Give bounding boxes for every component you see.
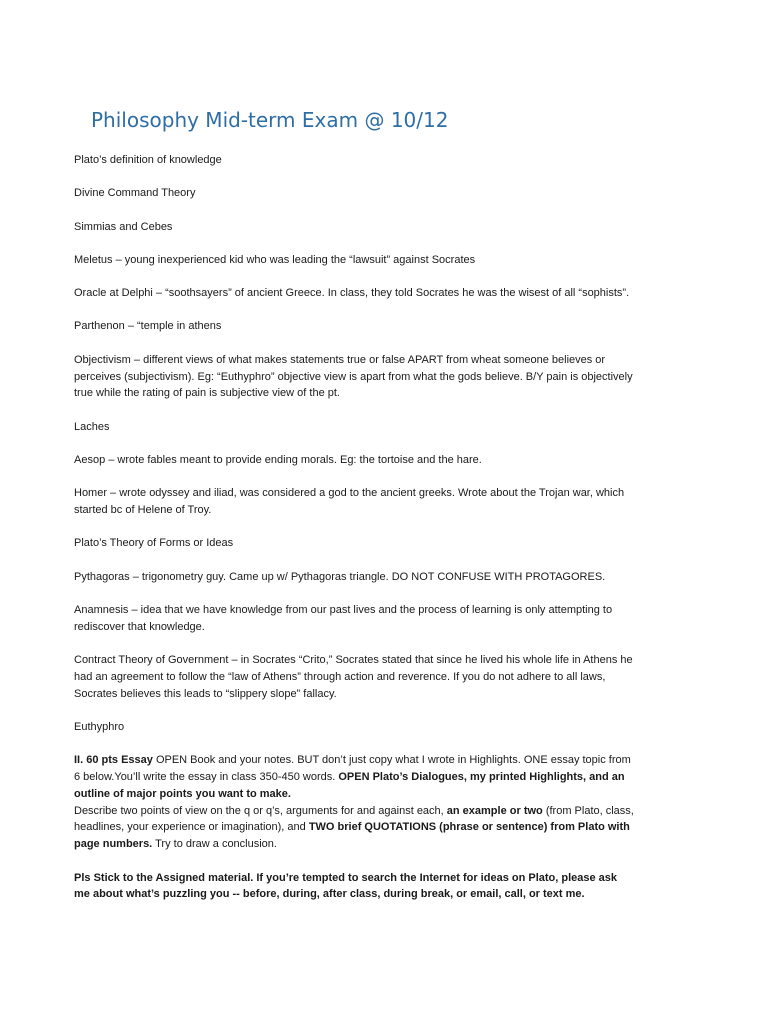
term-item: Euthyphro: [74, 720, 125, 733]
essay-description: [74, 803, 634, 853]
notice-text: Pls Stick to the Assigned material. If you’re tempted to search the Internet for ideas on Plato, please ask me about what’s puzzling you -- before, during, after class, during break, or email, call, or text me.: [74, 871, 618, 901]
essay-text-3: (from Plato, class, headlines, your experience or imagination), and: [74, 804, 634, 834]
term-item: Plato’s definition of knowledge: [74, 154, 222, 166]
term-item: Simmias and Cebes: [74, 220, 173, 233]
term-item: Contract Theory of Government – in Socrates “Crito,” Socrates stated that since he lived his whole life in Athens he had an agreement to follow the “law of Athens” through action and reverence. If you do not adhere to all laws, Socrates believes this leads to “slippery slope” fallacy.: [74, 654, 633, 700]
essay-instructions: [74, 752, 634, 802]
term-item: Meletus – young inexperienced kid who was leading the “lawsuit” against Socrates: [74, 253, 476, 266]
term-item: Parthenon – “temple in athens: [74, 320, 222, 333]
document-body: [74, 152, 634, 920]
term-item: Plato’s Theory of Forms or Ideas: [74, 537, 234, 550]
essay-bold-3: TWO brief QUOTATIONS (phrase or sentence) from Plato with page numbers.: [74, 821, 630, 851]
essay-bold-1: OPEN Plato’s Dialogues, my printed Highlights, and an outline of major points you want to make.: [74, 771, 625, 800]
essay-text-1: OPEN Book and your notes. BUT don’t just copy what I wrote in Highlights. ONE essay topic from 6 below.You’ll write the essay in class 350-450 words.: [74, 754, 631, 784]
document-title: Philosophy Mid-term Exam @ 10/12: [91, 108, 449, 132]
term-item: Homer – wrote odyssey and iliad, was considered a god to the ancient greeks. Wrote about the Trojan war, which started bc of Helene of Troy.: [74, 487, 625, 517]
term-item: Pythagoras – trigonometry guy. Came up w/ Pythagoras triangle. DO NOT CONFUSE WITH PROTAGORES.: [74, 570, 606, 583]
term-item: Divine Command Theory: [74, 187, 196, 200]
essay-heading: II. 60 pts Essay: [74, 754, 153, 767]
essay-bold-2: an example or two: [446, 804, 543, 817]
term-item: Laches: [74, 420, 110, 433]
term-item: Oracle at Delphi – “soothsayers” of ancient Greece. In class, they told Socrates he was the wisest of all “sophists”.: [74, 287, 630, 300]
notice-paragraph: [74, 870, 634, 904]
essay-text-2: Describe two points of view on the q or q’s, arguments for and against each,: [74, 804, 447, 817]
term-item: Aesop – wrote fables meant to provide ending morals. Eg: the tortoise and the hare.: [74, 453, 482, 466]
essay-text-4: Try to draw a conclusion.: [152, 838, 277, 851]
term-item: Objectivism – different views of what makes statements true or false APART from wheat someone believes or perceives (subjectivism). Eg: “Euthyphro” objective view is apart from what the gods believe. B/Y pain is objectively true while the rating of pain is subjective view of the pt.: [74, 353, 633, 400]
term-item: Anamnesis – idea that we have knowledge from our past lives and the process of learning is only attempting to rediscover that knowledge.: [74, 603, 613, 633]
